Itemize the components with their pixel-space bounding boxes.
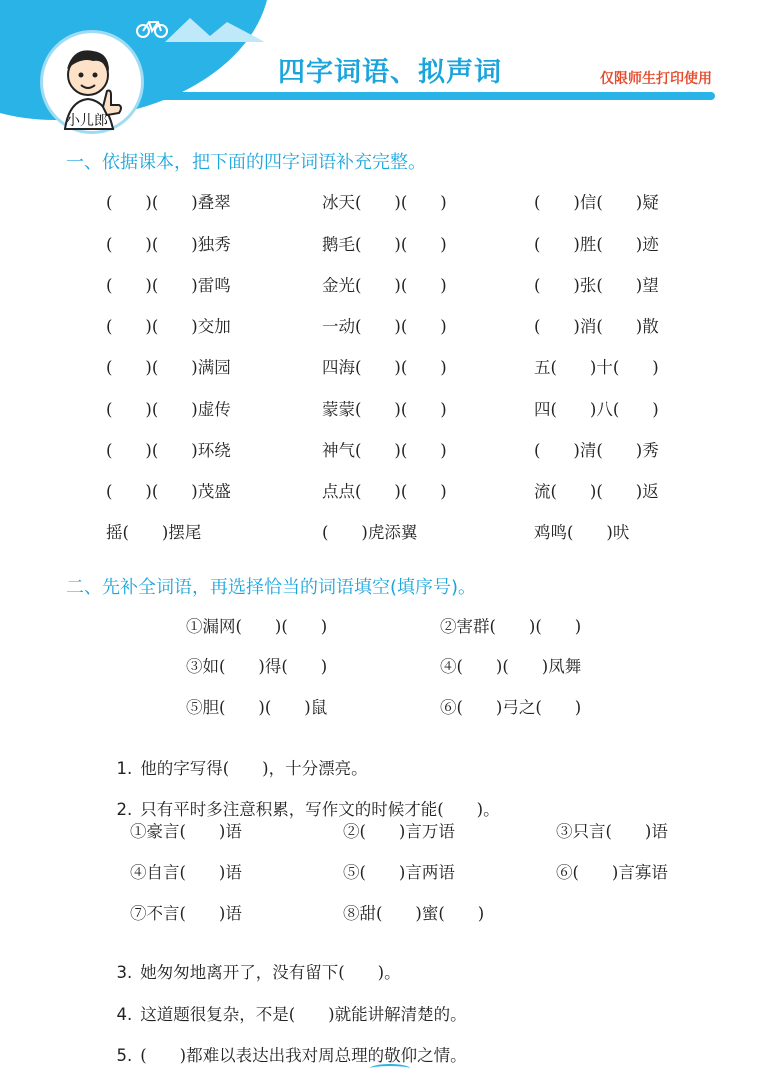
question-number: 2. [116, 800, 133, 819]
idiom-blank: 四( )八( ) [534, 400, 659, 419]
idiom-blank: ( )( )交加 [106, 317, 231, 336]
idiom-blank: ( )胜( )迹 [534, 235, 659, 254]
idiom-blank: 流( )( )返 [534, 482, 659, 501]
question-number: 4. [116, 1005, 133, 1024]
idiom-blank: 金光( )( ) [322, 276, 447, 295]
idiom-blank: 五( )十( ) [534, 358, 659, 377]
idiom-blank: ( )张( )望 [534, 276, 659, 295]
idiom-blank: 一动( )( ) [322, 317, 447, 336]
section2-heading: 二、先补全词语，再选择恰当的词语填空(填序号)。 [66, 577, 477, 598]
question-text: 这道题很复杂，不是( )就能讲解清楚的。 [140, 1005, 467, 1024]
option-item: ②害群( )( ) [440, 617, 582, 636]
idiom-blank: 点点( )( ) [322, 482, 447, 501]
option-item: ⑧甜( )蜜( ) [343, 904, 485, 923]
idiom-blank: 四海( )( ) [322, 358, 447, 377]
idiom-blank: ( )( )茂盛 [106, 482, 231, 501]
mountains-icon [165, 14, 265, 42]
option-item: ⑤胆( )( )鼠 [186, 698, 328, 717]
page-title: 四字词语、拟声词 [278, 57, 502, 88]
question-2 [106, 777, 500, 820]
idiom-blank: ( )虎添翼 [322, 523, 418, 542]
idiom-blank: 鸡鸣( )吠 [534, 523, 630, 542]
idiom-blank: ( )( )虚传 [106, 400, 231, 419]
option-item: ②( )言万语 [343, 822, 455, 841]
option-item: ③只言( )语 [556, 822, 668, 841]
option-item: ⑥( )言寡语 [556, 863, 668, 882]
idiom-blank: ( )( )雷鸣 [106, 276, 231, 295]
idiom-blank: 神气( )( ) [322, 441, 447, 460]
idiom-blank: ( )( )叠翠 [106, 193, 231, 212]
idiom-blank: 鹅毛( )( ) [322, 235, 447, 254]
question-text: 她匆匆地离开了，没有留下( )。 [140, 963, 401, 982]
question-number: 1. [116, 759, 133, 778]
question-3 [106, 940, 401, 983]
question-1 [106, 736, 368, 779]
question-5 [106, 1023, 467, 1066]
usage-restriction: 仅限师生打印使用 [600, 71, 712, 87]
idiom-blank: ( )( )独秀 [106, 235, 231, 254]
mascot-label: 小儿郎 [66, 113, 108, 129]
idiom-blank: ( )信( )疑 [534, 193, 659, 212]
idiom-blank: 蒙蒙( )( ) [322, 400, 447, 419]
question-4 [106, 982, 467, 1025]
question-number: 5. [116, 1046, 133, 1065]
header-stripe [130, 92, 715, 100]
option-item: ④自言( )语 [130, 863, 242, 882]
footer-decoration [370, 1064, 410, 1073]
question-text: 只有平时多注意积累，写作文的时候才能( )。 [140, 800, 500, 819]
section1-heading: 一、依据课本，把下面的四字词语补充完整。 [66, 152, 426, 173]
idiom-blank: 摇( )摆尾 [106, 523, 202, 542]
idiom-blank: ( )消( )散 [534, 317, 659, 336]
option-item: ⑤( )言两语 [343, 863, 455, 882]
idiom-blank: ( )( )满园 [106, 358, 231, 377]
question-number: 3. [116, 963, 133, 982]
option-item: ⑦不言( )语 [130, 904, 242, 923]
option-item: ④( )( )凤舞 [440, 657, 582, 676]
option-item: ⑥( )弓之( ) [440, 698, 582, 717]
option-item: ③如( )得( ) [186, 657, 328, 676]
question-text: 他的字写得( )，十分漂亮。 [140, 759, 368, 778]
idiom-blank: 冰天( )( ) [322, 193, 447, 212]
option-item: ①漏网( )( ) [186, 617, 328, 636]
idiom-blank: ( )清( )秀 [534, 441, 659, 460]
idiom-blank: ( )( )环绕 [106, 441, 231, 460]
option-item: ①豪言( )语 [130, 822, 242, 841]
question-text: ( )都难以表达出我对周总理的敬仰之情。 [140, 1046, 467, 1065]
